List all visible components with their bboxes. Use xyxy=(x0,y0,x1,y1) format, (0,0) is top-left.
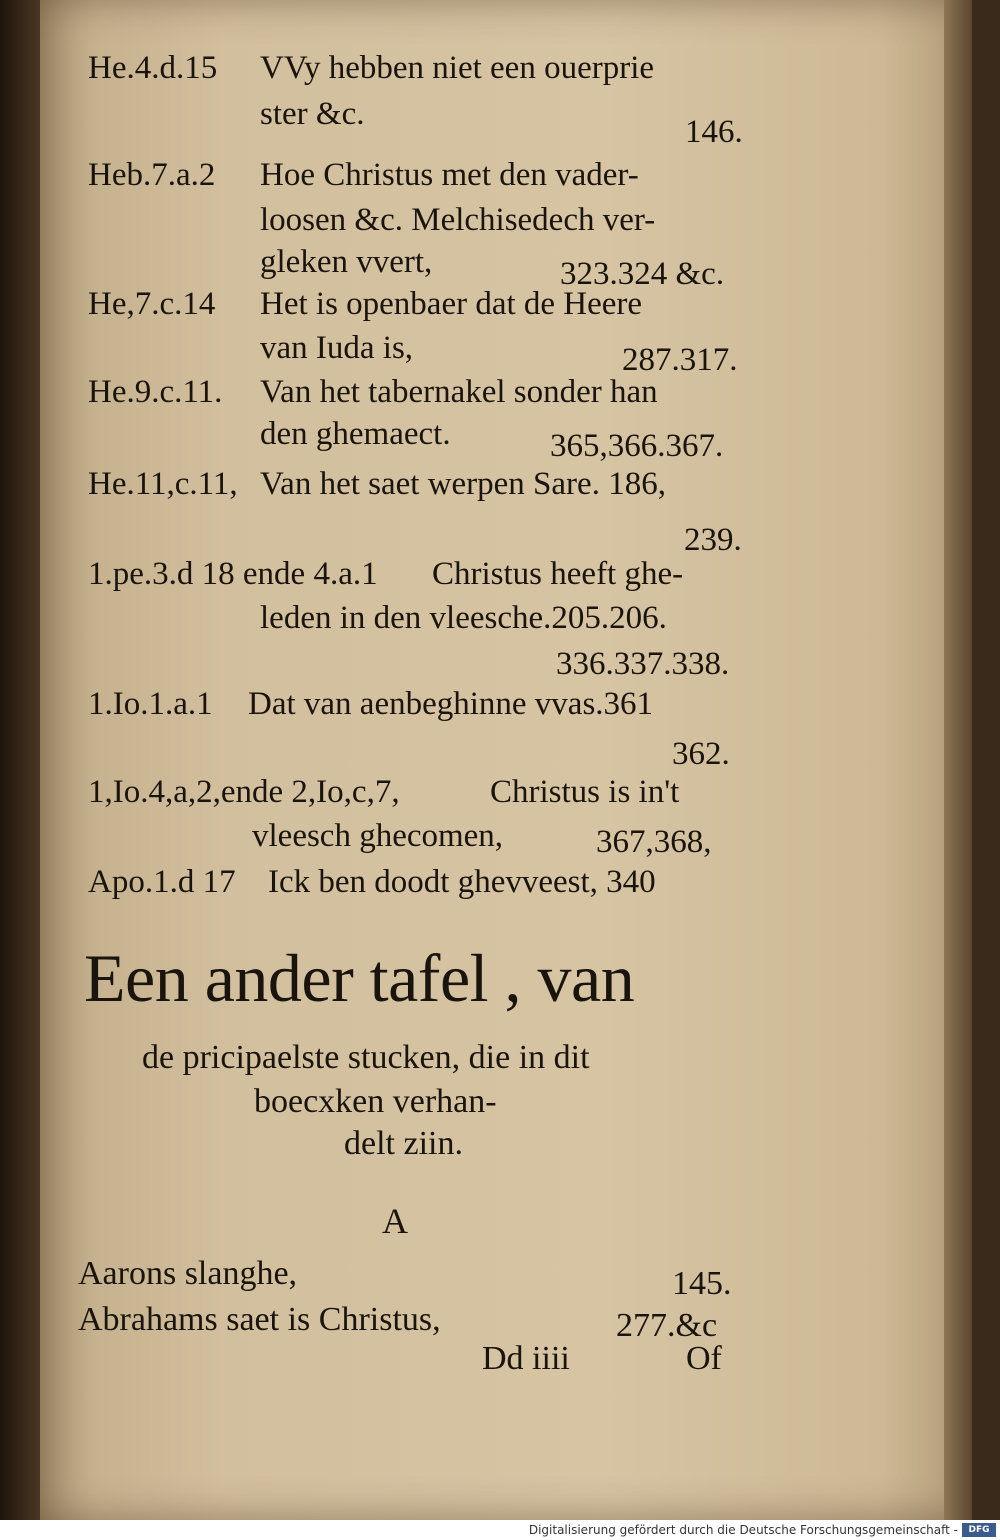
entry-page-number: 287.317. xyxy=(622,342,738,378)
entry-reference: 1.Io.1.a.1 xyxy=(88,686,213,722)
entry-reference: He,7.c.14 xyxy=(88,286,216,322)
entry-reference: He.11,c.11, xyxy=(88,466,238,502)
entry-text: leden in den vleesche.205.206. xyxy=(260,600,667,636)
entry-text: Van het tabernakel sonder han xyxy=(260,374,658,410)
entry-reference: He.9.c.11. xyxy=(88,374,223,410)
section-heading: Een ander tafel , van xyxy=(84,940,635,1016)
catchword: Of xyxy=(686,1340,722,1377)
signature-mark: Dd iiii xyxy=(482,1340,570,1377)
entry-page-number: 336.337.338. xyxy=(556,646,730,682)
entry-page-number: 146. xyxy=(685,114,743,150)
entry-page-number: 362. xyxy=(672,736,730,772)
entry-text: VVy hebben niet een ouerprie xyxy=(260,50,655,86)
entry-page-number: 367,368, xyxy=(596,824,712,860)
entry-reference: Heb.7.a.2 xyxy=(88,157,216,193)
footer-credit: Digitalisierung gefördert durch die Deutsche Forschungsgemeinschaft - xyxy=(528,1523,958,1537)
entry-text: loosen &c. Melchisedech ver- xyxy=(260,202,656,238)
subject-page-number: 277.&c xyxy=(616,1307,718,1344)
entry-text: vleesch ghecomen, xyxy=(252,818,504,854)
entry-text: den ghemaect. xyxy=(260,416,451,452)
entry-text: Christus heeft ghe- xyxy=(432,556,684,592)
entry-reference: Apo.1.d 17 xyxy=(88,864,236,900)
subject-text: Abrahams saet is Christus, xyxy=(78,1301,441,1338)
subject-text: Aarons slanghe, xyxy=(78,1255,298,1292)
subheading-line: delt ziin. xyxy=(344,1125,463,1162)
entry-text: van Iuda is, xyxy=(260,330,414,366)
entry-page-number: 365,366.367. xyxy=(550,428,724,464)
entry-text: Christus is in't xyxy=(490,774,680,810)
entry-text: Ick ben doodt ghevveest, 340 xyxy=(268,864,656,900)
dfg-logo: DFG xyxy=(962,1523,996,1537)
entry-page-number: 239. xyxy=(684,522,742,558)
entry-reference: 1.pe.3.d 18 ende 4.a.1 xyxy=(88,556,378,592)
footer-bar xyxy=(0,1520,1000,1540)
entry-text: Dat van aenbeghinne vvas.361 xyxy=(248,686,654,722)
entry-page-number: 323.324 &c. xyxy=(560,256,725,292)
subject-page-number: 145. xyxy=(672,1265,732,1302)
section-letter: A xyxy=(382,1201,408,1241)
entry-reference: 1,Io.4,a,2,ende 2,Io,c,7, xyxy=(88,774,400,810)
entry-reference: He.4.d.15 xyxy=(88,50,218,86)
entry-text: gleken vvert, xyxy=(260,244,433,280)
subheading-line: boecxken verhan- xyxy=(254,1083,497,1120)
entry-text: Hoe Christus met den vader- xyxy=(260,157,639,193)
entry-text: ster &c. xyxy=(260,96,365,132)
subheading-line: de pricipaelste stucken, die in dit xyxy=(142,1039,590,1076)
entry-text: Van het saet werpen Sare. 186, xyxy=(260,466,666,502)
entry-text: Het is openbaer dat de Heere xyxy=(260,286,643,322)
